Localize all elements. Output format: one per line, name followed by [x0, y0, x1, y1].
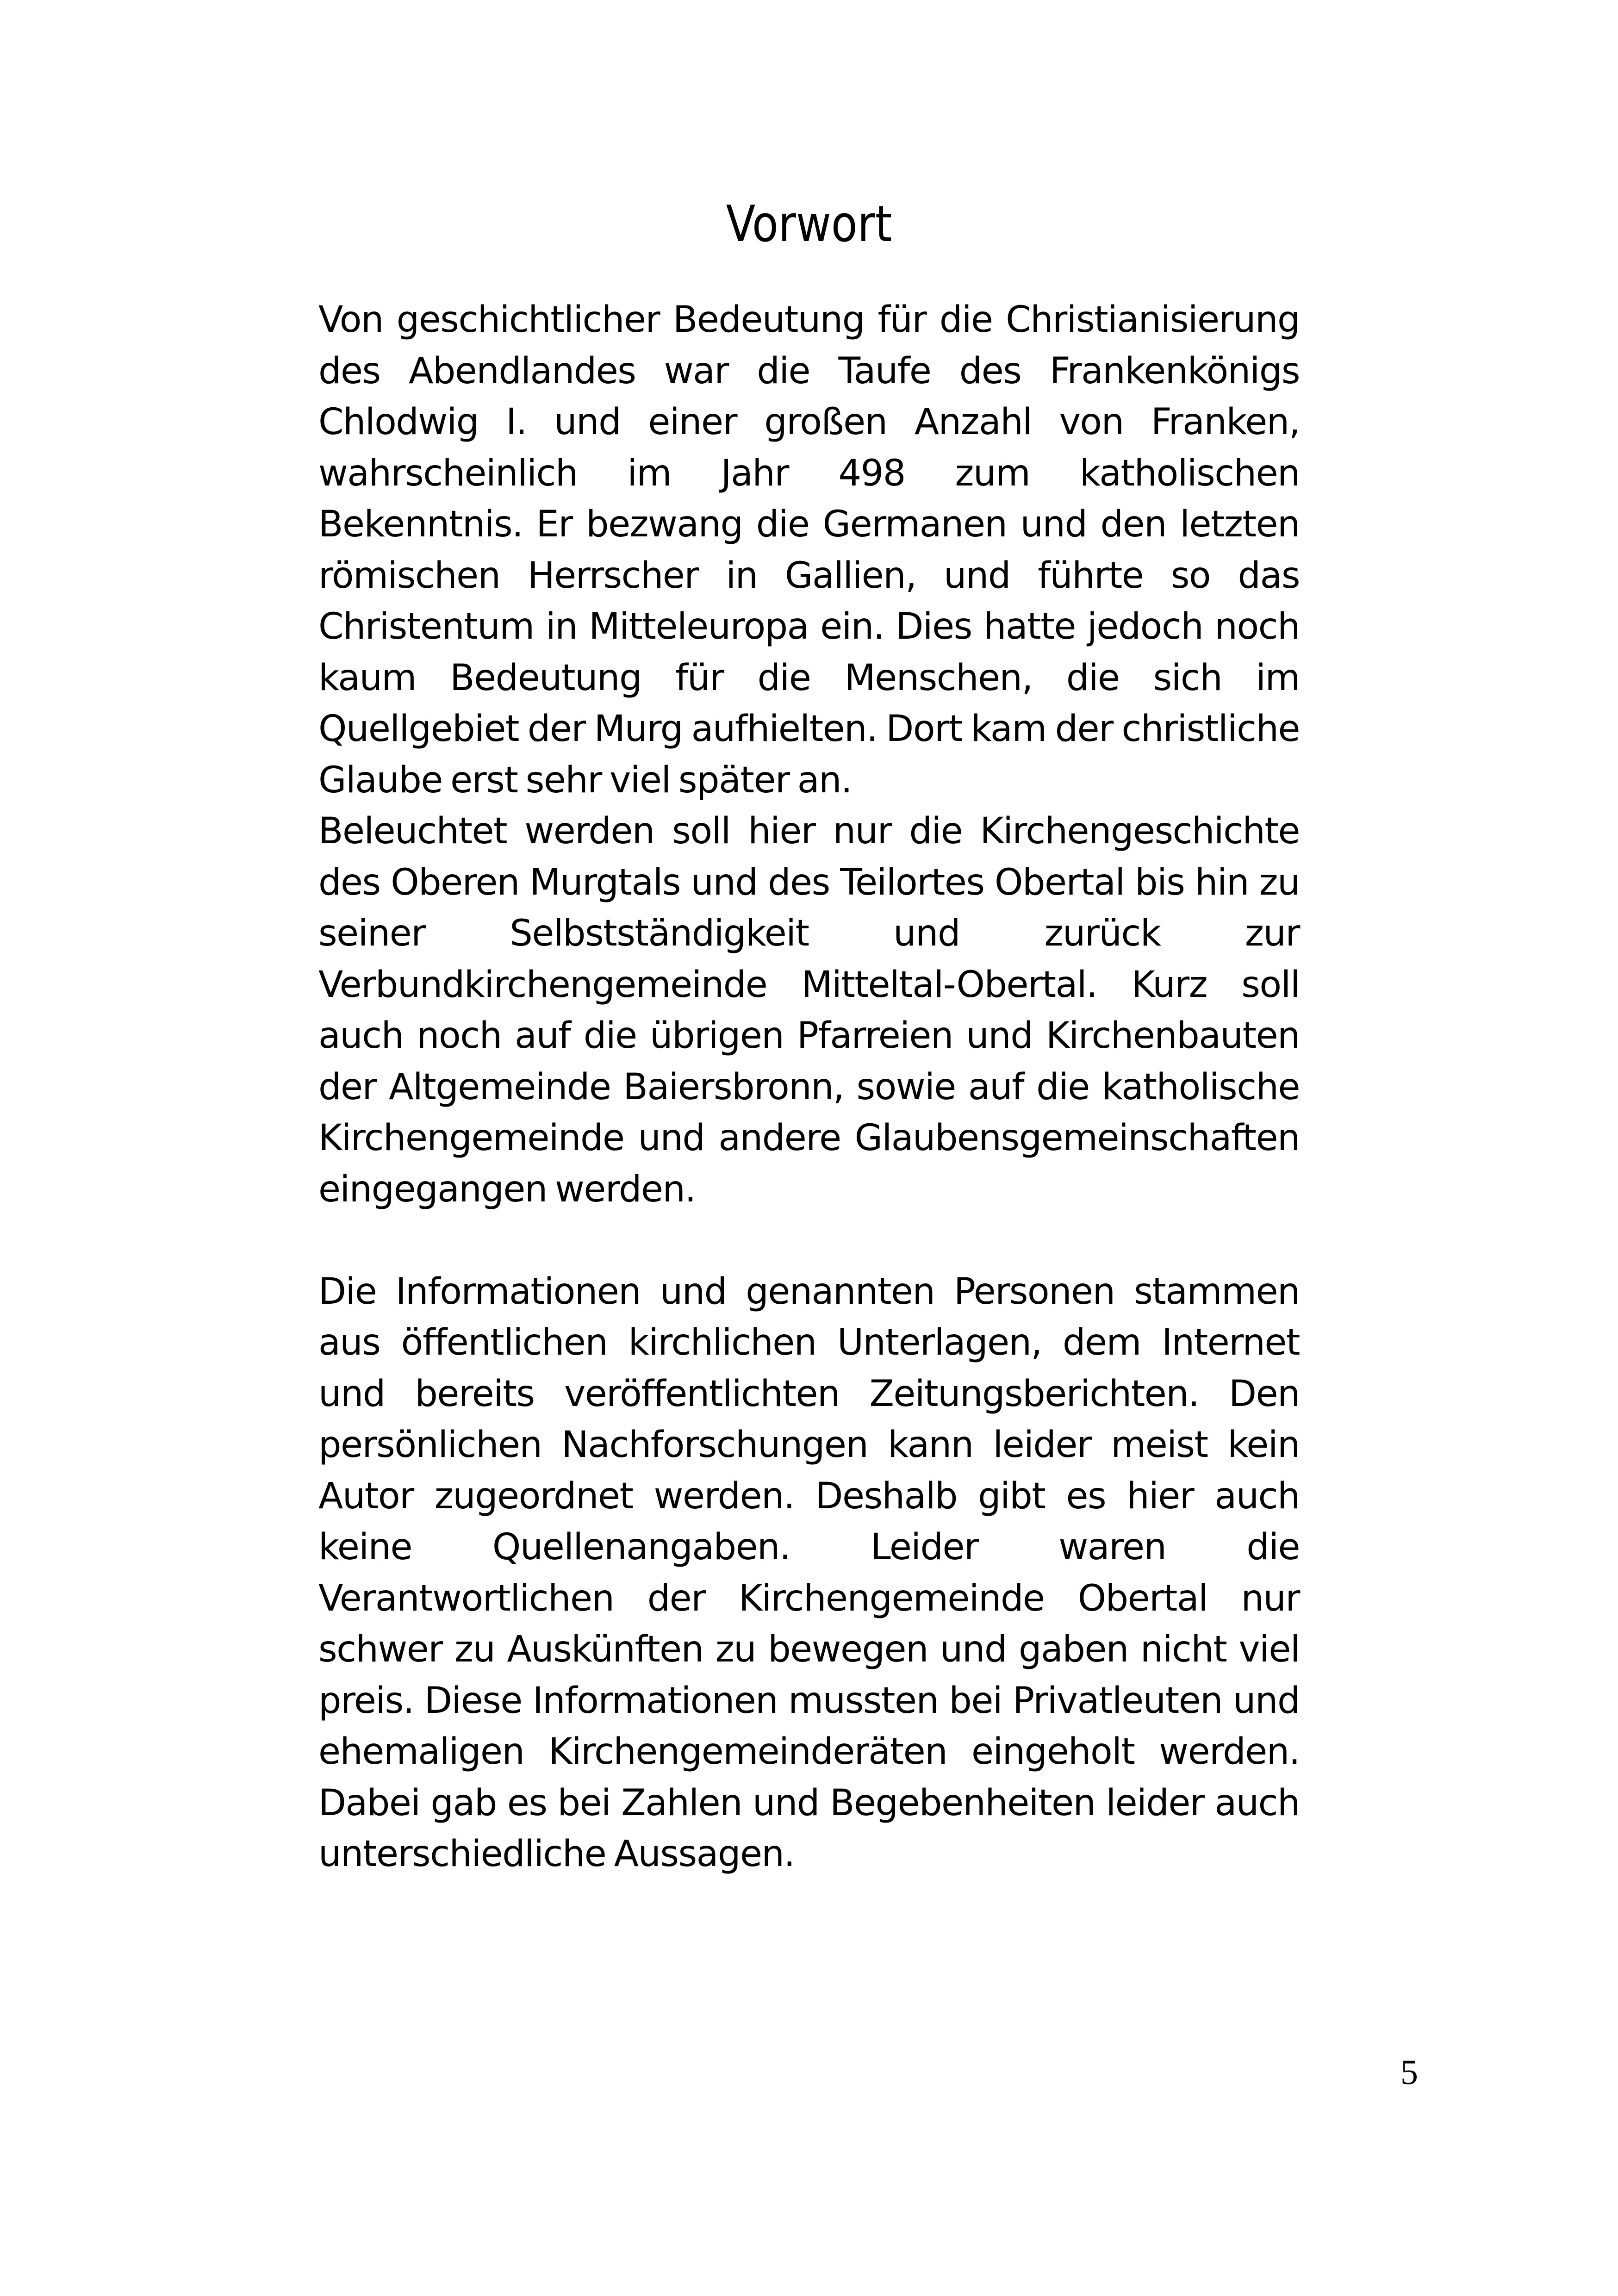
page-title: Vorwort [726, 195, 892, 253]
body-text [318, 294, 1300, 1880]
paragraph-1: Von geschichtlicher Bedeutung für die Christianisierung des Abendlandes war die Taufe des Frankenkönigs Chlodwig I. und einer großen Anzahl von Franken, wahrscheinlich im Jahr 498 zum katholischen Bekenntnis. Er bezwang die Germanen und den letzten römischen Herrscher in Gallien, und führte so das Christentum in Mitteleuropa ein. Dies hatte jedoch noch kaum Bedeutung für die Menschen, die sich im Quellgebiet der Murg aufhielten. Dort kam der christliche Glaube erst sehr viel später an. [318, 299, 1300, 801]
page-number: 5 [1400, 2053, 1418, 2092]
paragraph-3: Die Informationen und genannten Personen stammen aus öffentlichen kirchlichen Unterlagen, dem Internet und bereits veröffentlichten Zeitungsberichten. Den persönlichen Nachforschungen kann leider meist kein Autor zugeordnet werden. Deshalb gibt es hier auch keine Quellenangaben. Leider waren die Verantwortlichen der Kirchengemeinde Obertal nur schwer zu Auskünften zu bewegen und gaben nicht viel preis. Diese Informationen mussten bei Privatleuten und ehemaligen Kirchengemeinderäten eingeholt werden. Dabei gab es bei Zahlen und Begebenheiten leider auch unterschiedliche Aussagen. [318, 1270, 1300, 1875]
paragraph-2: Beleuchtet werden soll hier nur die Kirchengeschichte des Oberen Murgtals und des Teilortes Obertal bis hin zu seiner Selbstständigkeit und zurück zur Verbundkirchengemeinde Mitteltal-Obertal. Kurz soll auch noch auf die übrigen Pfarreien und Kirchenbauten der Altgemeinde Baiersbronn, sowie auf die katholische Kirchengemeinde und andere Glaubensgemeinschaften eingegangen werden. [318, 810, 1300, 1210]
